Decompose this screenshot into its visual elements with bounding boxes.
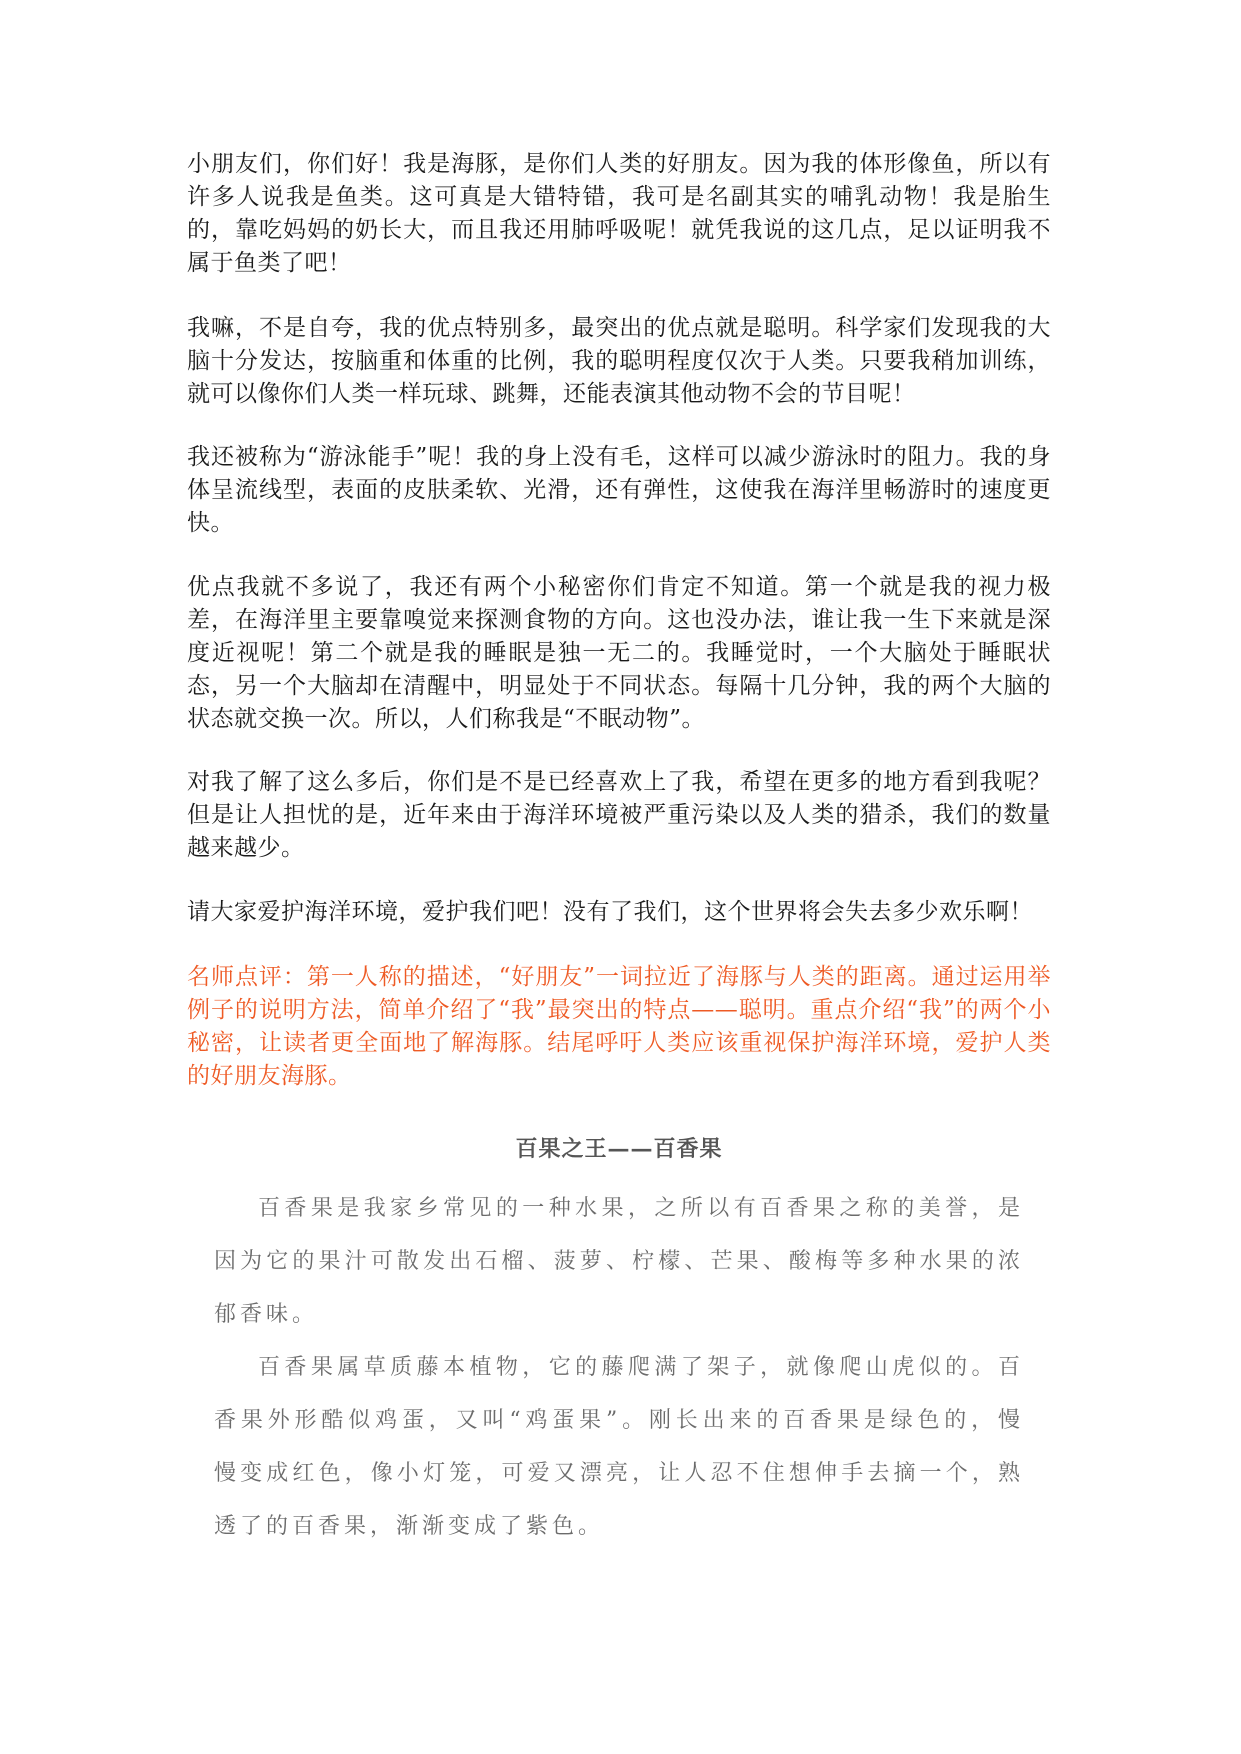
teacher-comment: 名师点评：第一人称的描述，“好朋友”一词拉近了海豚与人类的距离。通过运用举例子的说明方法，简单介绍了“我”最突出的特点——聪明。重点介绍“我”的两个小秘密，让读者更全面地了解海豚。结尾呼吁人类应该重视保护海洋环境，爱护人类的好朋友海豚。 <box>187 964 1051 1089</box>
dolphin-paragraph-2: 我嘛，不是自夸，我的优点特别多，最突出的优点就是聪明。科学家们发现我的大脑十分发达，按脑重和体重的比例，我的聪明程度仅次于人类。只要我稍加训练，就可以像你们人类一样玩球、跳舞，还能表演其他动物不会的节目呢！ <box>187 315 1051 407</box>
dolphin-paragraph-1: 小朋友们，你们好！我是海豚，是你们人类的好朋友。因为我的体形像鱼，所以有许多人说我是鱼类。这可真是大错特错，我可是名副其实的哺乳动物！我是胎生的，靠吃妈妈的奶长大，而且我还用肺呼吸呢！就凭我说的这几点，足以证明我不属于鱼类了吧！ <box>187 151 1051 276</box>
dolphin-paragraph-5: 对我了解了这么多后，你们是不是已经喜欢上了我，希望在更多的地方看到我呢？但是让人担忧的是，近年来由于海洋环境被严重污染以及人类的猎杀，我们的数量越来越少。 <box>187 769 1051 861</box>
dolphin-paragraph-3: 我还被称为“游泳能手”呢！我的身上没有毛，这样可以减少游泳时的阻力。我的身体呈流线型，表面的皮肤柔软、光滑，还有弹性，这使我在海洋里畅游时的速度更快。 <box>187 444 1051 536</box>
dolphin-paragraph-6: 请大家爱护海洋环境，爱护我们吧！没有了我们，这个世界将会失去多少欢乐啊！ <box>187 899 1033 925</box>
dolphin-paragraph-4: 优点我就不多说了，我还有两个小秘密你们肯定不知道。第一个就是我的视力极差，在海洋里主要靠嗅觉来探测食物的方向。这也没办法，谁让我一生下来就是深度近视呢！第二个就是我的睡眠是独一无二的。我睡觉时，一个大脑处于睡眠状态，另一个大脑却在清醒中，明显处于不同状态。每隔十几分钟，我的两个大脑的状态就交换一次。所以，人们称我是“不眠动物”。 <box>187 574 1051 732</box>
essay-paragraph-1: 百香果是我家乡常见的一种水果，之所以有百香果之称的美誉，是因为它的果汁可散发出石榴、菠萝、柠檬、芒果、酸梅等多种水果的浓郁香味。 <box>214 1196 1024 1327</box>
essay-title: 百果之王——百香果 <box>515 1136 723 1162</box>
essay-paragraph-2: 百香果属草质藤本植物，它的藤爬满了架子，就像爬山虎似的。百香果外形酷似鸡蛋，又叫“鸡蛋果”。刚长出来的百香果是绿色的，慢慢变成红色，像小灯笼，可爱又漂亮，让人忍不住想伸手去摘一个，熟透了的百香果，渐渐变成了紫色。 <box>214 1355 1024 1539</box>
